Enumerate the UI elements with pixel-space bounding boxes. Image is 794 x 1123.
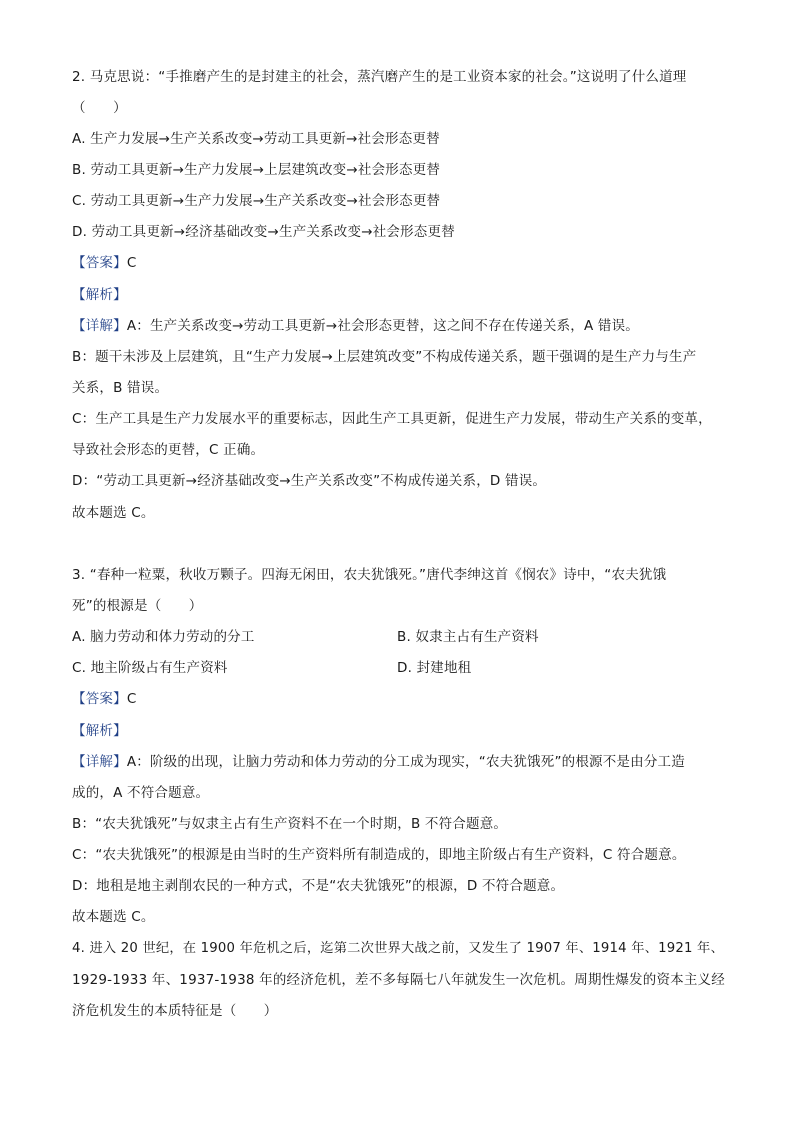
q2-detail-line-2: B：题干未涉及上层建筑，且“生产力发展→上层建筑改变”不构成传递关系，题干强调的是生产力与生产 (72, 349, 697, 365)
q2-analysis-tag: 【解析】 (72, 287, 127, 303)
q4-stem-line-3: 济危机发生的本质特征是（ ） (72, 1003, 278, 1019)
q2-detail-line-1 (72, 317, 639, 335)
q3-option-a: A. 脑力劳动和体力劳动的分工 (72, 629, 255, 645)
q3-option-c: C. 地主阶级占有生产资料 (72, 660, 228, 676)
q2-option-b: B. 劳动工具更新→生产力发展→上层建筑改变→社会形态更替 (72, 162, 441, 178)
q2-detail-line-6: D：“劳动工具更新→经济基础改变→生产关系改变”不构成传递关系，D 错误。 (72, 473, 547, 489)
q2-detail-text-1: A：生产关系改变→劳动工具更新→社会形态更替，这之间不存在传递关系，A 错误。 (126, 318, 639, 334)
q2-conclusion: 故本题选 C。 (72, 505, 155, 521)
q3-option-b: B. 奴隶主占有生产资料 (397, 629, 539, 645)
q3-detail-line-1 (72, 753, 685, 771)
q3-stem-line-2: 死”的根源是（ ） (72, 598, 203, 614)
q2-detail-line-5: 导致社会形态的更替，C 正确。 (72, 442, 265, 458)
q2-detail-line-4: C：生产工具是生产力发展水平的重要标志，因此生产工具更新，促进生产力发展，带动生产关系的变革， (72, 411, 712, 427)
q2-answer-value: C (126, 255, 137, 271)
q4-stem-line-1: 4. 进入 20 世纪，在 1900 年危机之后，迄第二次世界大战之前，又发生了 1907 年、1914 年、1921 年、 (72, 941, 724, 956)
q2-stem-line-1: 2. 马克思说：“手推磨产生的是封建主的社会，蒸汽磨产生的是工业资本家的社会。”这说明了什么道理 (72, 69, 687, 85)
q2-answer-tag: 【答案】 (72, 255, 127, 271)
q3-detail-line-5: D：地租是地主剥削农民的一种方式，不是“农夫犹饿死”的根源，D 不符合题意。 (72, 878, 565, 894)
q3-detail-tag: 【详解】 (72, 754, 127, 770)
q2-detail-tag: 【详解】 (72, 318, 127, 334)
q3-answer-tag: 【答案】 (72, 691, 127, 707)
q3-detail-line-3: B：“农夫犹饿死”与奴隶主占有生产资料不在一个时期，B 不符合题意。 (72, 816, 508, 832)
q3-option-d: D. 封建地租 (397, 660, 472, 676)
q3-analysis-tag: 【解析】 (72, 723, 127, 739)
q3-detail-text-1: A：阶级的出现，让脑力劳动和体力劳动的分工成为现实，“农夫犹饿死”的根源不是由分工造 (126, 754, 685, 770)
q2-option-c: C. 劳动工具更新→生产力发展→生产关系改变→社会形态更替 (72, 193, 441, 209)
q3-answer-value: C (126, 691, 137, 707)
q3-detail-line-4: C：“农夫犹饿死”的根源是由当时的生产资料所有制造成的，即地主阶级占有生产资料，C 符合题意。 (72, 847, 686, 863)
q3-conclusion: 故本题选 C。 (72, 909, 155, 925)
q2-stem-line-2: （ ） (72, 100, 127, 116)
q2-detail-line-3: 关系，B 错误。 (72, 380, 169, 396)
q2-answer (72, 254, 136, 272)
q4-stem-line-2: 1929-1933 年、1937-1938 年的经济危机，差不多每隔七八年就发生一次危机。周期性爆发的资本主义经 (72, 972, 725, 988)
q3-stem-line-1: 3. “春种一粒粟，秋收万颗子。四海无闲田，农夫犹饿死。”唐代李绅这首《悯农》诗中，“农夫犹饿 (72, 567, 667, 583)
q2-option-a: A. 生产力发展→生产关系改变→劳动工具更新→社会形态更替 (72, 131, 440, 147)
q3-answer (72, 690, 136, 708)
q2-option-d: D. 劳动工具更新→经济基础改变→生产关系改变→社会形态更替 (72, 224, 455, 240)
q3-detail-line-2: 成的，A 不符合题意。 (72, 785, 210, 801)
